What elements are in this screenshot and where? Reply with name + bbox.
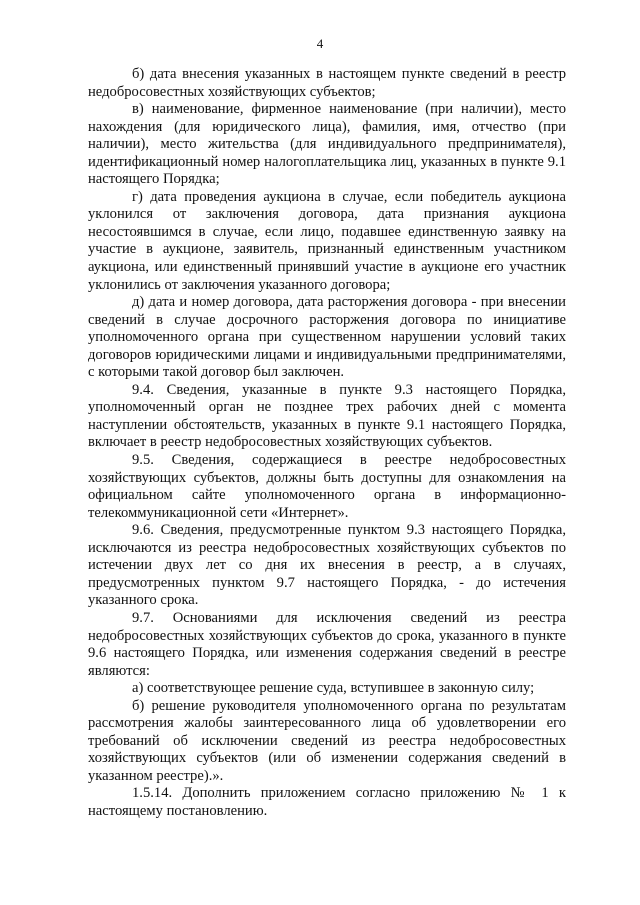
paragraph-9-5: 9.5. Сведения, содержащиеся в реестре недобросовестных хозяйствующих субъектов, должны быть доступны для ознакомления на официальном сайте уполномоченного органа в информационно-телекоммуникационной сети «Интернет». xyxy=(88,452,566,521)
paragraph-v-name: в) наименование, фирменное наименование (при наличии), место нахождения (для юридического лица), фамилия, имя, отчество (при наличии), место жительства (для индивидуального предпринимателя), идентификационный номер налогоплательщика лиц, указанных в пункте 9.1 настоящего Порядка; xyxy=(88,101,566,188)
paragraph-9-7: 9.7. Основаниями для исключения сведений из реестра недобросовестных хозяйствующих субъектов до срока, указанного в пункте 9.6 настоящего Порядка, или изменения содержания сведений в реестре являются: xyxy=(88,609,566,679)
paragraph-b-decision: б) решение руководителя уполномоченного органа по результатам рассмотрения жалобы заинтересованного лица об удовлетворении его требований об исключении сведений из реестра недобросовестных хозяйствующих субъектов (или об изменении содержания сведений в указанном реестре).». xyxy=(88,697,566,784)
page-number: 4 xyxy=(316,36,324,51)
document-body xyxy=(88,66,566,821)
paragraph-b-date: б) дата внесения указанных в настоящем пункте сведений в реестр недобросовестных хозяйствующих субъектов; xyxy=(88,66,566,100)
paragraph-a-court: а) соответствующее решение суда, вступившее в законную силу; xyxy=(132,680,535,697)
paragraph-9-6: 9.6. Сведения, предусмотренные пунктом 9.3 настоящего Порядка, исключаются из реестра недобросовестных хозяйствующих субъектов по истечении двух лет со дня их внесения в реестр, а в случаях, предусмотренных пунктом 9.7 настоящего Порядка, - до истечения указанного срока. xyxy=(88,522,566,609)
paragraph-g-auction: г) дата проведения аукциона в случае, если победитель аукциона уклонился от заключения договора, дата признания аукциона несостоявшимся в случае, если лицо, подавшее единственную заявку на участие в аукционе, заявитель, признанный единственным участником аукциона, или единственный принявший участие в аукционе его участник уклонились от заключения указанного договора; xyxy=(88,188,566,293)
paragraph-1-5-14: 1.5.14. Дополнить приложением согласно приложению № 1 к настоящему постановлению. xyxy=(88,785,566,819)
paragraph-9-4: 9.4. Сведения, указанные в пункте 9.3 настоящего Порядка, уполномоченный орган не позднее трех рабочих дней с момента наступлении обстоятельств, указанных в пункте 9.1 настоящего Порядка, включает в реестр недобросовестных хозяйствующих субъектов. xyxy=(88,381,566,451)
paragraph-d-contract: д) дата и номер договора, дата расторжения договора - при внесении сведений в случае досрочного расторжения договора по инициативе уполномоченного органа при существенном нарушении условий таких договоров юридическими лицами и индивидуальными предпринимателями, с которыми такой договор был заключен. xyxy=(88,294,566,381)
